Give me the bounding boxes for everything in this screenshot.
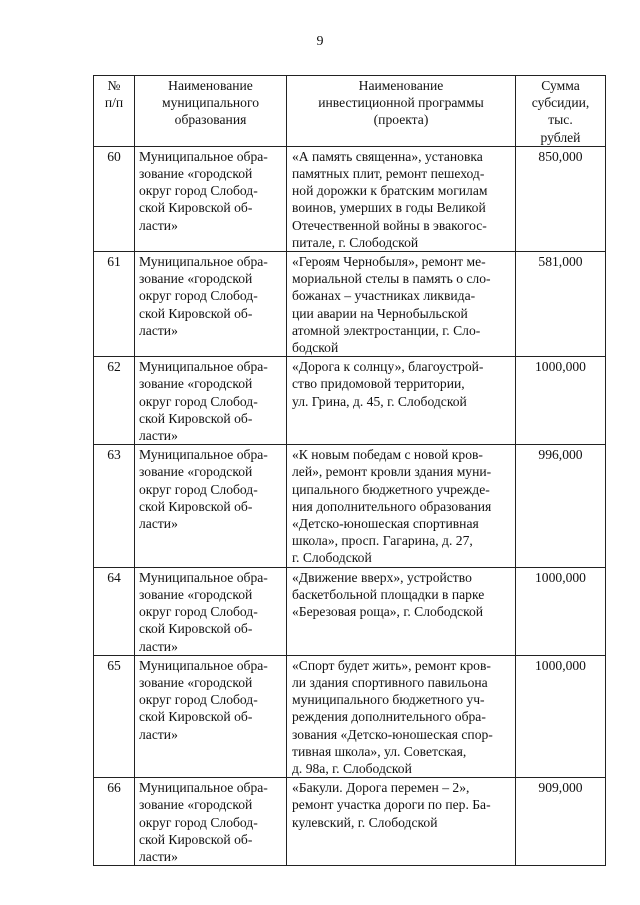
header-amount [516,76,606,147]
cell-line: баскетбольной площадки в парке [292,586,485,602]
cell-line: д. 98а, г. Слободской [292,760,412,776]
cell-line: ской Кировской об- [139,410,253,426]
cell-line: Муниципальное обра- [139,780,268,796]
cell-line: зование «городской [139,376,253,392]
cell-line: «Березовая роща», г. Слободской [292,604,484,620]
cell-line: Муниципальное обра- [139,569,268,585]
header-line: Сумма [541,78,580,93]
cell-line: «Бакули. Дорога перемен – 2», [292,780,470,796]
cell-line: ласти» [139,726,178,742]
cell-line: ции аварии на Чернобыльской [292,305,468,321]
subsidy-amount: 581,000 [516,252,606,357]
cell-line: лей», ремонт кровли здания муни- [292,464,492,480]
header-line: Наименование [358,78,444,93]
municipality-name [135,567,287,655]
table-row [94,567,606,655]
cell-line: округ город Слобод- [139,692,258,708]
cell-line: «К новым победам с новой кров- [292,447,483,463]
row-number: 63 [94,445,135,567]
program-name [287,357,516,445]
header-program [287,76,516,147]
municipality-name [135,146,287,251]
header-line: тыс. [548,112,573,128]
row-number: 61 [94,252,135,357]
cell-line: округ город Слобод- [139,604,258,620]
cell-line: зование «городской [139,271,253,287]
page-number: 9 [316,34,324,49]
cell-line: «Героям Чернобыля», ремонт ме- [292,254,486,270]
row-number: 66 [94,778,135,866]
header-line: Наименование [168,78,253,93]
cell-line: ской Кировской об- [139,305,253,321]
cell-line: зование «городской [139,586,253,602]
program-name [287,252,516,357]
cell-line: ласти» [139,322,178,338]
cell-line: ласти» [139,516,178,532]
cell-line: ской Кировской об- [139,621,253,637]
cell-line: «Движение вверх», устройство [292,569,472,585]
cell-line: ской Кировской об- [139,200,253,216]
cell-line: округ город Слобод- [139,288,258,304]
cell-line: зования «Детско-юношеская спор- [292,726,493,742]
cell-line: округ город Слобод- [139,481,258,497]
cell-line: ул. Грина, д. 45, г. Слободской [292,393,467,409]
municipality-name [135,778,287,866]
cell-line: ной дорожки к братским могилам [292,183,488,199]
row-number: 62 [94,357,135,445]
cell-line: ской Кировской об- [139,831,253,847]
cell-line: округ город Слобод- [139,393,258,409]
cell-line: г. Слободской [292,550,372,566]
program-name [287,778,516,866]
cell-line: зование «городской [139,166,253,182]
subsidy-amount: 1000,000 [516,567,606,655]
cell-line: ласти» [139,428,178,444]
header-line: п/п [104,95,124,111]
cell-line: бодской [292,340,339,356]
subsidy-amount: 1000,000 [516,655,606,777]
table-body [94,146,606,865]
cell-line: округ город Слобод- [139,183,258,199]
cell-line: ской Кировской об- [139,709,253,725]
cell-line: округ город Слобод- [139,814,258,830]
program-name [287,445,516,567]
program-name [287,567,516,655]
cell-line: ство придомовой территории, [292,376,465,392]
header-line: (проекта) [373,112,429,128]
header-line: инвестиционной программы [318,95,484,111]
cell-line: воинов, умерших в годы Великой [292,200,486,216]
cell-line: мориальной стелы в память о сло- [292,271,491,287]
subsidy-amount: 909,000 [516,778,606,866]
table-row [94,252,606,357]
cell-line: Муниципальное обра- [139,254,268,270]
header-line: муниципального [161,95,259,111]
table-row [94,778,606,866]
header-line: № [107,78,121,93]
cell-line: «Дорога к солнцу», благоустрой- [292,359,484,375]
cell-line: ципального бюджетного учрежде- [292,481,490,497]
header-line: образования [174,112,247,128]
subsidy-amount: 850,000 [516,146,606,251]
cell-line: ния дополнительного образования [292,498,492,514]
cell-line: питале, г. Слободской [292,234,419,250]
header-line: рублей [540,129,581,145]
subsidy-amount: 996,000 [516,445,606,567]
cell-line: зование «городской [139,797,253,813]
cell-line: ласти» [139,217,178,233]
cell-line: Отечественной войны в эвакогос- [292,217,487,233]
cell-line: Муниципальное обра- [139,447,268,463]
cell-line: реждения дополнительного обра- [292,709,486,725]
cell-line: памятных плит, ремонт пешеход- [292,166,485,182]
cell-line: ласти» [139,848,178,864]
cell-line: муниципального бюджетного уч- [292,692,485,708]
cell-line: «Детско-юношеская спортивная [292,516,479,532]
cell-line: атомной электростанции, г. Сло- [292,322,481,338]
cell-line: ласти» [139,638,178,654]
cell-line: школа», просп. Гагарина, д. 27, [292,533,473,549]
municipality-name [135,252,287,357]
header-num [94,76,135,147]
cell-line: ремонт участка дороги по пер. Ба- [292,797,491,813]
cell-line: «А память священна», установка [292,148,483,164]
cell-line: тивная школа», ул. Советская, [292,743,467,759]
row-number: 65 [94,655,135,777]
program-name [287,655,516,777]
table-row [94,445,606,567]
cell-line: Муниципальное обра- [139,657,268,673]
row-number: 64 [94,567,135,655]
cell-line: божанах – участниках ликвида- [292,288,476,304]
cell-line: Муниципальное обра- [139,359,268,375]
cell-line: Муниципальное обра- [139,148,268,164]
table-row [94,655,606,777]
municipality-name [135,357,287,445]
table-header-row [94,76,606,147]
municipality-name [135,655,287,777]
cell-line: кулевский, г. Слободской [292,814,438,830]
municipality-name [135,445,287,567]
cell-line: ской Кировской об- [139,498,253,514]
cell-line: «Спорт будет жить», ремонт кров- [292,657,491,673]
cell-line: зование «городской [139,674,253,690]
header-line: субсидии, [531,95,590,111]
table-row [94,357,606,445]
cell-line: ли здания спортивного павильона [292,674,488,690]
subsidy-amount: 1000,000 [516,357,606,445]
subsidy-table [93,75,606,866]
row-number: 60 [94,146,135,251]
header-municipality [135,76,287,147]
cell-line: зование «городской [139,464,253,480]
program-name [287,146,516,251]
table-row [94,146,606,251]
